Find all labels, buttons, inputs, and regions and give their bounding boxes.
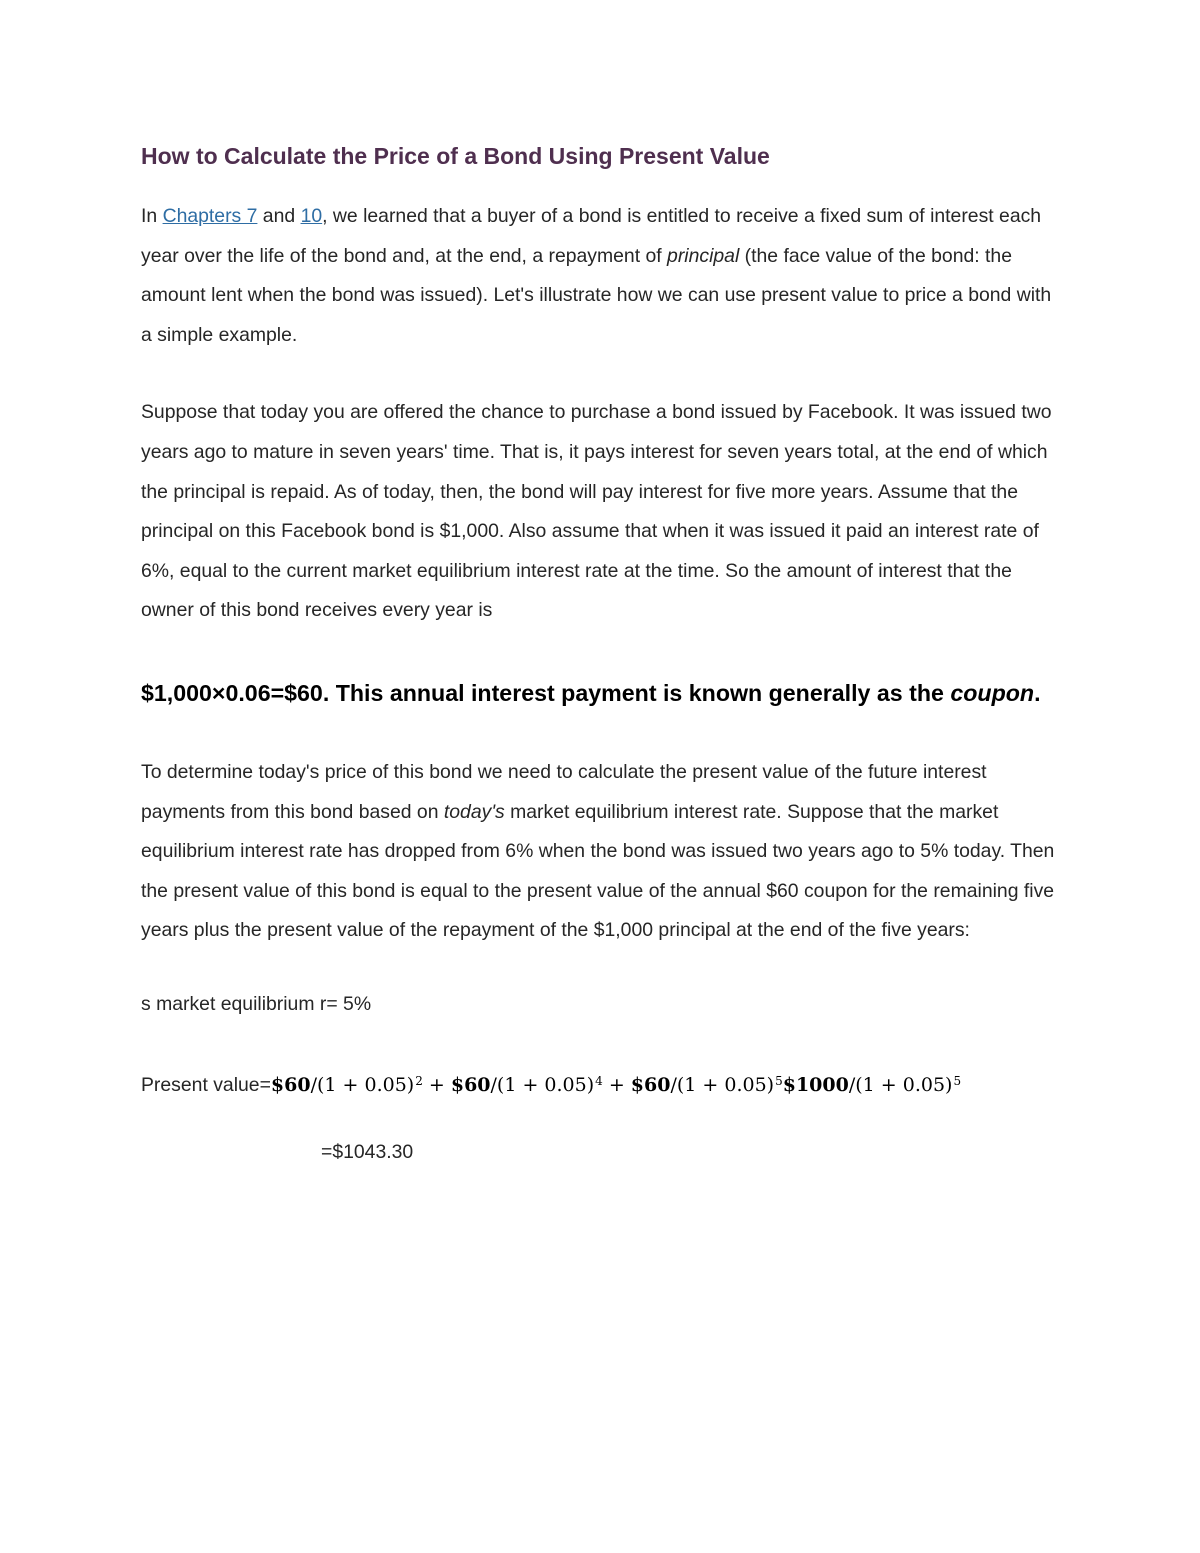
price-text-1: To determine today's price of this bond we need to calculate the present value of the future interest payments from this bond based on [141, 760, 987, 823]
term-1-numerator: $60 [270, 1073, 311, 1096]
intro-prefix: In [141, 205, 163, 227]
facebook-bond-paragraph: Suppose that today you are offered the chance to purchase a bond issued by Facebook. It was issued two years ago to mature in seven years' time. That is, it pays interest for seven years total, at the end of which the principal is repaid. As of today, then, the bond will pay interest for five more years. Assume that the principal on this Facebook bond is $1,000. Also assume that when it was issued it paid an interest rate of 6%, equal to the current market equilibrium interest rate at the time. So the amount of interest that the owner of this bond receives every year is [141, 401, 1052, 622]
term-1-exponent: 2 [415, 1073, 423, 1088]
term-3-denominator: /(1 + 0.05) [670, 1073, 775, 1096]
document-title: How to Calculate the Price of a Bond Using Present Value [141, 143, 770, 169]
term-3-numerator: $60 [630, 1073, 671, 1096]
present-value-result: =$1043.30 [321, 1140, 414, 1163]
term-3-exponent: 5 [775, 1073, 783, 1088]
intro-middle: and [257, 205, 301, 227]
price-text-2: market equilibrium interest rate. Suppose that the market equilibrium interest rate has dropped from 6% when the bond was issued two years ago to 5% today. Then the present value of this bond is equal to the present value of the annual $60 coupon for the remaining five years plus the present value of the repayment of the $1,000 principal at the end of the five years: [141, 800, 1055, 942]
term-4-denominator: /(1 + 0.05) [848, 1073, 953, 1096]
plus-separator-1: + [422, 1073, 451, 1096]
term-1-denominator: /(1 + 0.05) [310, 1073, 415, 1096]
price-paragraph [141, 753, 1066, 951]
plus-separator-2: + [602, 1073, 631, 1096]
present-value-formula [141, 1065, 1066, 1107]
term-2-numerator: $60 [450, 1073, 491, 1096]
rate-line: s market equilibrium r= 5% [141, 992, 372, 1015]
chapters-7-link[interactable]: Chapters 7 [162, 205, 258, 227]
term-2-exponent: 4 [595, 1073, 603, 1088]
document-content [141, 140, 1066, 1167]
present-value-label: Present value= [141, 1073, 271, 1096]
coupon-text: $1,000×0.06=$60. This annual interest payment is known generally as the [141, 679, 951, 706]
coupon-emphasis: coupon [950, 679, 1035, 706]
term-4-numerator: $1000 [782, 1073, 849, 1096]
coupon-end: . [1034, 679, 1041, 706]
intro-text-2: (the face value of the bond: the amount lent when the bond was issued). Let's illustrate how we can use present value to price a bond with a simple example. [141, 244, 1052, 346]
term-2-denominator: /(1 + 0.05) [490, 1073, 595, 1096]
todays-emphasis: today's [443, 800, 505, 823]
intro-text-1: , we learned that a buyer of a bond is entitled to receive a fixed sum of interest each year over the life of the bond and, at the end, a repayment of [141, 205, 1042, 267]
intro-paragraph [141, 197, 1066, 355]
principal-emphasis: principal [667, 244, 740, 267]
coupon-heading [141, 669, 1066, 717]
term-4-exponent: 5 [953, 1073, 962, 1088]
formula-math [271, 1074, 961, 1096]
chapter-10-link[interactable]: 10 [300, 205, 323, 227]
